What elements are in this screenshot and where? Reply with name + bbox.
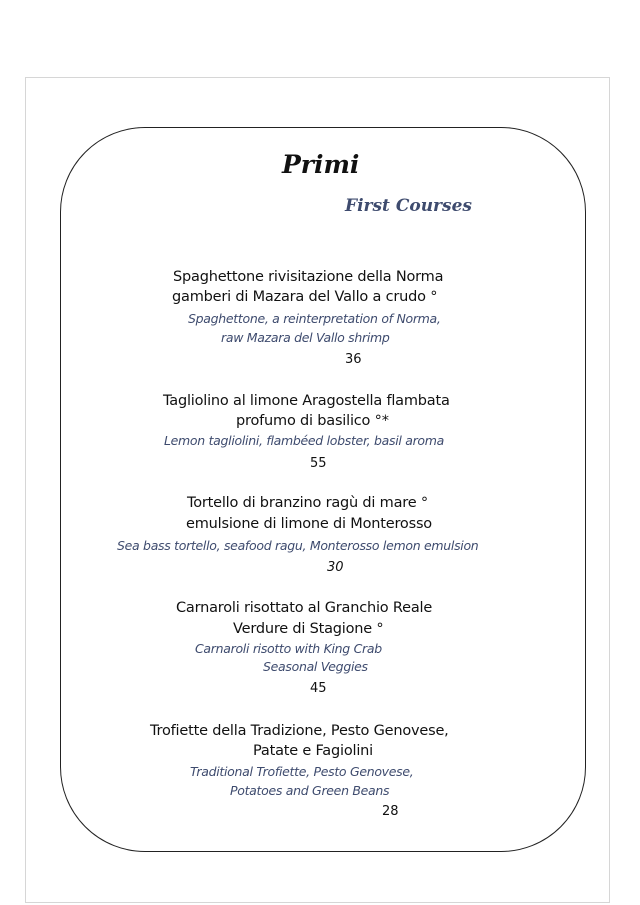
section-title: Primi (282, 150, 360, 179)
item-name-2: Verdure di Stagione ° (233, 621, 384, 637)
item-name-2: Patate e Fagiolini (253, 743, 373, 759)
item-name-2: emulsione di limone di Monterosso (186, 516, 432, 532)
item-translation: Spaghettone, a reinterpretation of Norma, (188, 311, 441, 326)
item-translation: Traditional Trofiette, Pesto Genovese, (190, 764, 414, 779)
item-translation: Carnaroli risotto with King Crab (195, 641, 382, 656)
item-translation-2: Potatoes and Green Beans (230, 783, 390, 798)
item-translation-2: raw Mazara del Vallo shrimp (221, 330, 390, 345)
item-name-2: profumo di basilico °* (236, 413, 389, 429)
item-price: 45 (310, 681, 327, 696)
section-subtitle: First Courses (345, 196, 472, 216)
item-translation: Sea bass tortello, seafood ragu, Monterosso lemon emulsion (117, 538, 479, 553)
item-name: Spaghettone rivisitazione della Norma (173, 269, 444, 285)
item-name: Tortello di branzino ragù di mare ° (187, 495, 428, 511)
item-name: Tagliolino al limone Aragostella flambata (163, 393, 450, 409)
item-translation-2: Seasonal Veggies (263, 659, 368, 674)
item-translation: Lemon tagliolini, flambéed lobster, basil aroma (164, 433, 444, 448)
item-name: Carnaroli risottato al Granchio Reale (176, 600, 433, 616)
item-price: 28 (382, 804, 399, 819)
item-price: 55 (310, 456, 327, 471)
item-name-2: gamberi di Mazara del Vallo a crudo ° (172, 289, 438, 305)
item-price: 36 (345, 352, 362, 367)
item-name: Trofiette della Tradizione, Pesto Genovese, (150, 723, 449, 739)
item-price: 30 (327, 560, 344, 575)
